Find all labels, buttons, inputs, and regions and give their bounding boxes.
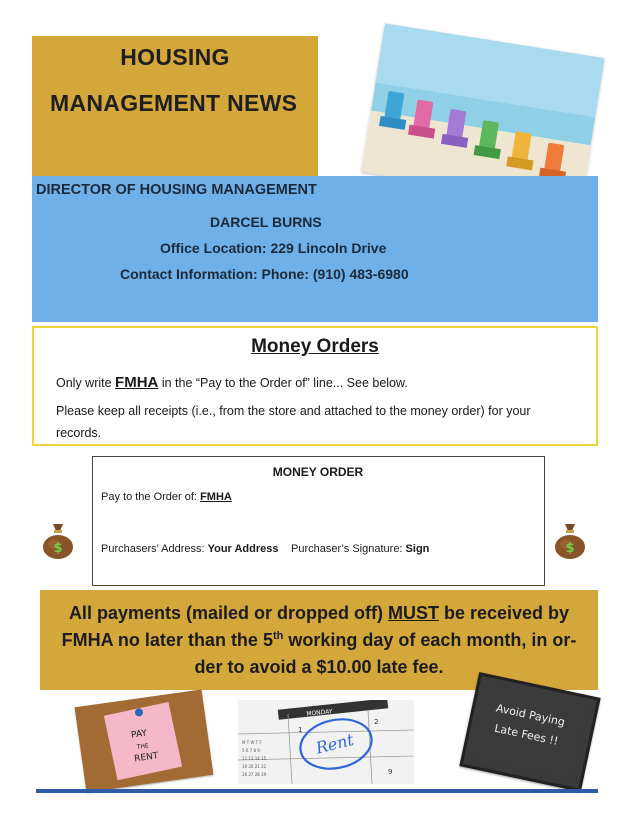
svg-text:$: $: [565, 541, 575, 556]
newsletter-title-line1: HOUSING: [120, 44, 230, 70]
instruction-suffix: in the “Pay to the Order of” line... See below.: [158, 376, 408, 390]
signature-value: Sign: [405, 543, 430, 555]
contact-phone: Contact Information: Phone: (910) 483-6980: [120, 266, 409, 282]
money-orders-section: [32, 326, 598, 446]
pay-to-label: Pay to the Order of:: [101, 491, 201, 503]
footer-divider: [36, 789, 598, 793]
purchaser-address-line: [101, 543, 279, 555]
money-orders-heading: Money Orders: [251, 336, 379, 357]
notice-part5: der to avoid a $10.00 late fee.: [194, 657, 444, 677]
sticky-note-word-3: RENT: [133, 751, 160, 765]
instruction-prefix: Only write: [56, 376, 116, 390]
chalkboard-line-2: Late Fees !!: [493, 721, 560, 748]
director-heading: DIRECTOR OF HOUSING MANAGEMENT: [36, 182, 317, 198]
svg-text:26 27 28 29: 26 27 28 29: [242, 772, 267, 777]
receipts-note-line2: records.: [56, 426, 102, 440]
sticky-note-word-1: PAY: [130, 728, 148, 741]
notice-part3: FMHA no later than the 5: [61, 630, 273, 650]
purchaser-signature-line: [291, 543, 429, 555]
notice-part4: working day of each month, in or-: [283, 630, 577, 650]
signature-label: Purchaser’s Signature:: [291, 543, 406, 555]
notice-part1: All payments (mailed or dropped off): [68, 603, 388, 623]
director-name: DARCEL BURNS: [210, 214, 322, 230]
office-location: Office Location: 229 Lincoln Drive: [160, 240, 387, 256]
money-bag-icon: [40, 520, 76, 560]
calendar-rent-photo: [238, 700, 414, 784]
payment-deadline-notice: [40, 590, 598, 690]
avoid-late-fees-chalkboard: [459, 672, 600, 792]
director-info-box: [32, 176, 598, 322]
newsletter-title-box: [32, 36, 318, 176]
pay-to-value: FMHA: [200, 491, 232, 503]
address-value: Your Address: [207, 543, 279, 555]
address-label: Purchasers’ Address:: [101, 543, 208, 555]
notice-ordinal-suffix: th: [272, 630, 284, 642]
calendar-day-one: 1: [298, 726, 303, 734]
money-order-example: [92, 456, 545, 586]
notice-part2: be received by: [438, 603, 570, 623]
receipts-note-line1: Please keep all receipts (i.e., from the store and attached to the money order) for your: [56, 404, 531, 418]
money-orders-instruction: [56, 374, 408, 391]
payment-deadline-text: [40, 600, 598, 681]
sticky-note-word-2: THE: [136, 742, 150, 752]
calendar-rent-word: Rent: [313, 729, 356, 758]
calendar-day-two: 2: [374, 718, 379, 726]
svg-text:5 6 7 8 9: 5 6 7 8 9: [242, 748, 260, 753]
newsletter-title-line2: MANAGEMENT NEWS: [50, 90, 298, 116]
money-bag-icon: [552, 520, 588, 560]
svg-text:$: $: [53, 541, 63, 556]
money-order-title: MONEY ORDER: [272, 465, 364, 479]
notice-must: MUST: [387, 603, 439, 623]
svg-text:19 20 21 22: 19 20 21 22: [242, 764, 267, 769]
svg-text:M T W T F: M T W T F: [242, 740, 262, 745]
pay-to-order-line: [101, 491, 232, 503]
pay-the-rent-note-photo: [75, 690, 214, 793]
svg-text:12 13 14 15: 12 13 14 15: [242, 756, 267, 761]
calendar-day-nine: 9: [388, 768, 393, 776]
calendar-header: MONDAY: [306, 708, 333, 718]
fmha-emphasis: FMHA: [115, 374, 159, 391]
chalkboard-line-1: Avoid Paying: [494, 701, 567, 729]
